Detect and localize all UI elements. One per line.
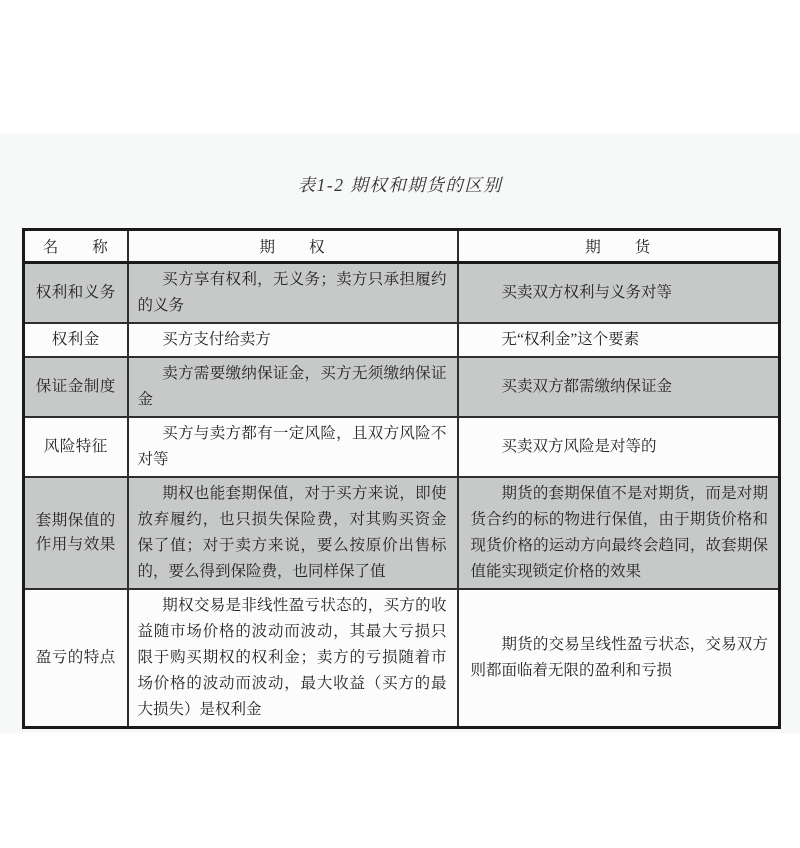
row-label: 风险特征: [24, 417, 128, 477]
table-row-profit-loss: [24, 589, 780, 728]
option-cell: [128, 357, 458, 417]
table-row-rights-obligations: [24, 263, 780, 324]
row-label: 盈亏的特点: [24, 589, 128, 728]
option-text: 期权交易是非线性盈亏状态的，买方的收益随市场价格的波动而波动，其最大亏损只限于购买期权的权利金；卖方的亏损随着市场价格的波动而波动，最大收益（买方的最大损失）是权利金: [137, 597, 447, 718]
future-text: 期货的交易呈线性盈亏状态，交易双方则都面临着无限的盈利和亏损: [470, 636, 768, 679]
row-label: 套期保值的作用与效果: [24, 477, 128, 589]
header-cell-future: 期 货: [458, 230, 780, 263]
option-text: 期权也能套期保值，对于买方来说，即使放弃履约，也只损失保险费，对其购买资金保了值；对于卖方来说，要么按原价出售标的，要么得到保险费，也同样保了值: [137, 485, 447, 580]
option-text: 卖方需要缴纳保证金，买方无须缴纳保证金: [137, 365, 447, 408]
future-cell: [458, 589, 780, 728]
future-cell: [458, 477, 780, 589]
option-text: 买方与卖方都有一定风险，且双方风险不对等: [137, 425, 447, 468]
row-label: 权利和义务: [24, 263, 128, 324]
option-cell: [128, 417, 458, 477]
future-text: 买卖双方风险是对等的: [501, 438, 657, 455]
header-cell-name: 名 称: [24, 230, 128, 263]
future-cell: [458, 323, 780, 357]
future-text: 无“权利金”这个要素: [501, 331, 640, 348]
option-cell: [128, 589, 458, 728]
row-label: 保证金制度: [24, 357, 128, 417]
option-text: 买方支付给卖方: [162, 331, 271, 348]
option-cell: [128, 477, 458, 589]
future-text: 买卖双方都需缴纳保证金: [501, 378, 673, 395]
future-text: 买卖双方权利与义务对等: [501, 284, 673, 301]
future-text: 期货的套期保值不是对期货，而是对期货合约的标的物进行保值，由于期货价格和现货价格的运动方向最终会趋同，故套期保值能实现锁定价格的效果: [470, 485, 768, 580]
header-row: [24, 230, 780, 263]
future-cell: [458, 417, 780, 477]
option-cell: [128, 263, 458, 324]
table-row-premium: [24, 323, 780, 357]
option-text: 买方享有权利，无义务；卖方只承担履约的义务: [137, 271, 447, 314]
table-caption: 表1-2 期权和期货的区别: [297, 175, 503, 195]
table-row-margin-system: [24, 357, 780, 417]
future-cell: [458, 357, 780, 417]
row-label: 权利金: [24, 323, 128, 357]
option-cell: [128, 323, 458, 357]
header-cell-option: 期 权: [128, 230, 458, 263]
comparison-table: [22, 228, 781, 729]
table-row-risk-traits: [24, 417, 780, 477]
future-cell: [458, 263, 780, 324]
table-row-hedging-effect: [24, 477, 780, 589]
